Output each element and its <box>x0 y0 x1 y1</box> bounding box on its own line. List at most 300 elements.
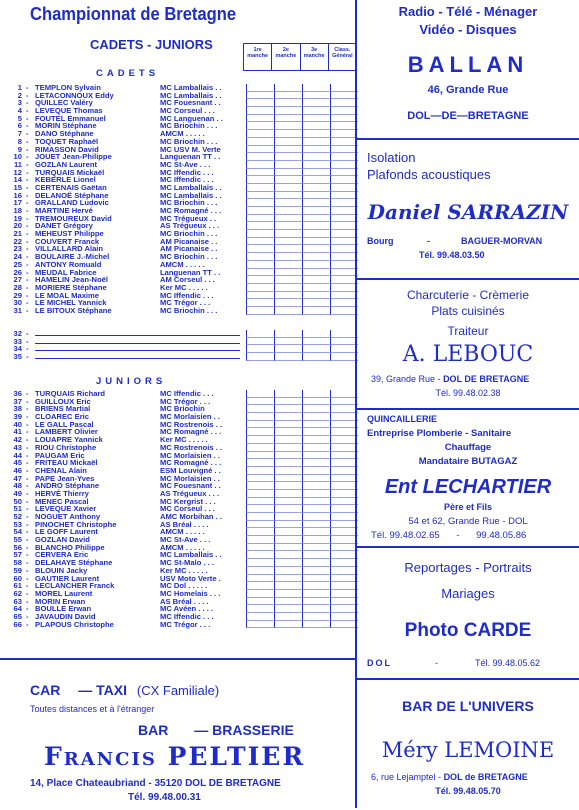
rider-club: MC Fouesnant . . <box>160 98 221 108</box>
rider-club: MC USV M. Verte <box>160 144 221 154</box>
rider-row: 28 - MORIERE Stéphane Ker MC . . . . . <box>6 284 356 292</box>
rider-row: 40 - LE GALL Pascal MC Rostrenois . . <box>6 421 356 429</box>
col-manche-1: 1re manche <box>247 47 269 59</box>
rider-number: 31 <box>13 305 22 315</box>
rider-number: 61 <box>13 581 22 591</box>
ad-bar: BAR <box>138 722 169 738</box>
score-cells <box>246 544 358 552</box>
score-cells <box>246 184 358 192</box>
rider-row: 20 - DANET Grégory AS Trégueux . . . <box>6 222 356 230</box>
rider-row: 22 - COUVERT Franck AM Picanaise . . <box>6 238 356 246</box>
lechartier-line3: Chauffage <box>444 442 492 453</box>
rider-club: MC Briochin <box>160 404 205 414</box>
rider-number: 21 <box>13 229 22 239</box>
rider-name: MEUDAL Fabrice <box>35 267 97 277</box>
score-cells <box>246 567 358 575</box>
blank-line <box>35 335 240 336</box>
rider-row: 2 - LETACONNOUX Eddy MC Lamballais . . <box>6 92 356 100</box>
rider-name: LE GALL Pascal <box>35 419 94 429</box>
score-cells <box>246 345 358 353</box>
rider-number: 53 <box>13 519 22 529</box>
rider-row: 50 - MENEC Pascal MC Kergrist . . . <box>6 498 356 506</box>
rider-club: AMCM . . . . . <box>160 129 205 139</box>
score-cells <box>246 238 358 246</box>
rider-club: MC Kergrist . . . <box>160 496 216 506</box>
rider-number: 20 <box>13 221 22 231</box>
carde-line1: Reportages - Portraits <box>404 560 532 575</box>
rider-row: 64 - BOULLE Erwan MC Avéen . . . . <box>6 605 356 613</box>
rider-club: MC Lamballais . . <box>160 550 222 560</box>
rider-name: VILLALLARD Alain <box>35 244 104 254</box>
rider-row: 55 - GOZLAN David MC St-Ave . . . <box>6 536 356 544</box>
rider-club: MC Briochin . . . <box>160 121 218 131</box>
ad-name-peltier: Francis PELTIER <box>44 742 306 771</box>
rider-number: 51 <box>13 504 22 514</box>
page-subtitle: CADETS - JUNIORS <box>90 37 213 52</box>
rider-row: 56 - BLANCHO Philippe AMCM . . . . . <box>6 544 356 552</box>
rider-row: 33 - <box>6 338 356 346</box>
ad-tel: Tél. 99.48.00.31 <box>128 792 201 803</box>
score-cells <box>246 130 358 138</box>
rider-club: AS Bréal . . . . <box>160 519 209 529</box>
rider-row: 21 - MEHEUST Philippe MC Briochin . . . <box>6 230 356 238</box>
rider-row: 8 - TOQUET Raphaël MC Briochin . . . <box>6 138 356 146</box>
sarrazin-tel: Tél. 99.48.03.50 <box>419 250 485 260</box>
rider-club: MC Corseul . . . <box>160 106 215 116</box>
rider-row: 30 - LE MICHEL Yannick MC Trégor . . . <box>6 299 356 307</box>
rider-name: TURQUAIS Richard <box>35 389 106 398</box>
results-header <box>243 43 357 71</box>
rider-number: 6 <box>17 121 22 131</box>
ballan-name: BALLAN <box>407 52 529 77</box>
rider-club: MC Iffendic . . . <box>160 167 214 177</box>
blank-line <box>35 358 240 359</box>
lechartier-address: 54 et 62, Grande Rue - DOL <box>408 516 528 527</box>
rider-number: 15 <box>13 182 22 192</box>
rider-number: 60 <box>13 573 22 583</box>
ad-sarrazin: Isolation Plafonds acoustiques Daniel SARRAZIN Bourg - BAGUER-MORVAN Tél. 99.48.03.50 <box>357 140 579 280</box>
ad-univers <box>357 680 579 808</box>
rider-name: DELAHAYE Stéphane <box>35 558 113 568</box>
score-cells <box>246 621 358 629</box>
rider-name: BLANCHO Philippe <box>35 542 105 552</box>
rider-row: 31 - LE BITOUX Stéphane MC Briochin . . . <box>6 307 356 315</box>
rider-club: MC Morlaisien . . <box>160 473 220 483</box>
rider-number: 39 <box>13 412 22 422</box>
rider-club: AM Picanaise . . <box>160 244 218 254</box>
rider-club: MC Morlaisien . . <box>160 450 220 460</box>
rider-row: 37 - GUILLOUX Eric MC Trégor . . . <box>6 398 356 406</box>
rider-name: DELANOË Stéphane <box>35 190 109 200</box>
rider-number: 22 <box>13 236 22 246</box>
univers-name: Méry LEMOINE <box>381 738 555 762</box>
rider-row: 24 - BOULAIRE J.-Michel MC Briochin . . . <box>6 253 356 261</box>
rider-number: 26 <box>13 267 22 277</box>
rider-row: 36 - TURQUAIS Richard MC Iffendic . . . <box>6 390 356 398</box>
rider-number: 8 <box>17 136 22 146</box>
rider-club: MC St-Ave . . . <box>160 535 211 545</box>
rider-club: MC Romagné . . . <box>160 458 222 468</box>
rider-row: 6 - MORIN Stéphane MC Briochin . . . <box>6 122 356 130</box>
rider-club: Ker MC . . . . . <box>160 435 208 445</box>
rider-club: MC Trégor . . . <box>160 396 211 406</box>
sarrazin-place: BAGUER-MORVAN <box>461 236 543 246</box>
page-title: Championnat de Bretagne <box>30 4 237 24</box>
lebouc-address: 39, Grande Rue - <box>371 374 441 384</box>
lebouc-city: DOL DE BRETAGNE <box>443 374 530 384</box>
rider-row: 10 - JOUET Jean-Philippe Languenan TT . . <box>6 153 356 161</box>
rider-name: BOULAIRE J.-Michel <box>35 252 110 262</box>
rider-club: MC Homelais . . . <box>160 588 221 598</box>
lechartier-sub: Père et Fils <box>443 502 493 512</box>
rider-row: 54 - LE GOFF Laurent AMCM . . . . . <box>6 528 356 536</box>
rider-row: 14 - KEBERLE Lionel MC Iffendic . . . <box>6 176 356 184</box>
rider-name: MORIN Erwan <box>35 596 86 606</box>
rider-club: MC Romagné . . . <box>160 206 222 215</box>
ad-distances: Toutes distances et à l'étranger <box>30 704 155 714</box>
score-cells <box>246 138 358 146</box>
rider-number: 47 <box>13 473 22 483</box>
ballan-address: 46, Grande Rue <box>427 84 509 96</box>
score-cells <box>246 398 358 406</box>
score-cells <box>246 330 358 338</box>
rider-row: 32 - <box>6 330 356 338</box>
rider-number: 46 <box>13 465 22 475</box>
rider-number: 65 <box>13 611 22 621</box>
rider-number: 33 <box>13 336 22 346</box>
cadets-blank-list <box>6 330 356 361</box>
score-cells <box>246 192 358 200</box>
rider-number: 42 <box>13 435 22 445</box>
rider-name: NOGUET Anthony <box>35 512 101 521</box>
rider-row: 65 - JAVAUDIN David MC Iffendic . . . <box>6 613 356 621</box>
lechartier-line1: QUINCAILLERIE <box>367 414 438 424</box>
rider-row: 39 - CLOAREC Eric MC Morlaisien . . <box>6 413 356 421</box>
score-cells <box>246 92 358 100</box>
rider-name: TREMOUREUX David <box>35 213 112 223</box>
sarrazin-bourg: Bourg <box>367 236 394 246</box>
score-cells <box>246 215 358 223</box>
carde-line2: Mariages <box>441 586 495 601</box>
lechartier-tel1: Tél. 99.48.02.65 <box>371 530 440 541</box>
rider-number: 35 <box>13 352 22 362</box>
rider-name: MORIN Stéphane <box>35 121 97 131</box>
score-cells <box>246 207 358 215</box>
rider-row: 4 - LEVEQUE Thomas MC Corseul . . . <box>6 107 356 115</box>
rider-club: MC Briochin . . . <box>160 229 218 239</box>
rider-row: 62 - MOREL Laurent MC Homelais . . . <box>6 590 356 598</box>
rider-name: LEVEQUE Xavier <box>35 504 97 514</box>
col-classement: Class. Général <box>328 44 356 70</box>
rider-number: 64 <box>13 604 22 614</box>
rider-number: 25 <box>13 259 22 269</box>
univers-city: DOL de BRETAGNE <box>443 772 528 782</box>
score-cells <box>246 176 358 184</box>
rider-number: 45 <box>13 458 22 468</box>
rider-name: PAUGAM Eric <box>35 450 85 460</box>
rider-number: 19 <box>13 213 22 223</box>
carde-city: DOL <box>367 658 392 668</box>
rider-club: MC Lamballais . . <box>160 182 222 192</box>
carde-name: Photo CARDE <box>404 620 532 641</box>
rider-name: HERVÉ Thierry <box>35 488 89 498</box>
lebouc-line1: Charcuterie - Crèmerie <box>406 288 530 302</box>
score-cells <box>246 559 358 567</box>
rider-name: LOUAPRE Yannick <box>35 435 103 445</box>
rider-club: AM Corseul . . . <box>160 275 215 285</box>
score-cells <box>246 353 358 361</box>
rider-number: 5 <box>17 113 22 123</box>
rider-number: 59 <box>13 565 22 575</box>
rider-number: 38 <box>13 404 22 414</box>
cadets-heading: CADETS <box>96 68 160 79</box>
score-cells <box>246 169 358 177</box>
score-cells <box>246 107 358 115</box>
rider-number: 30 <box>13 298 22 308</box>
ad-carde: Reportages - Portraits Mariages Photo CARDE DOL - Tél. 99.48.05.62 <box>357 548 579 680</box>
rider-row: 18 - MARTINE Hervé MC Romagné . . . <box>6 207 356 215</box>
rider-number: 41 <box>13 427 22 437</box>
rider-club: MC Corseul . . . <box>160 504 215 514</box>
rider-club: AMCM . . . . . <box>160 259 205 269</box>
rider-name: MENEC Pascal <box>35 496 89 506</box>
rider-club: MC Dol . . . . . <box>160 581 208 591</box>
score-cells <box>246 122 358 130</box>
rider-name: JAVAUDIN David <box>35 611 96 621</box>
rider-number: 43 <box>13 442 22 452</box>
rider-number: 54 <box>13 527 22 537</box>
ballan-line1: Radio - Télé - Ménager <box>398 4 538 19</box>
rider-number: 18 <box>13 206 22 215</box>
rider-name: MEHEUST Philippe <box>35 229 104 239</box>
score-cells <box>246 292 358 300</box>
rider-number: 37 <box>13 396 22 406</box>
score-cells <box>246 115 358 123</box>
score-cells <box>246 405 358 413</box>
rider-row: 60 - GAUTIER Laurent USV Moto Verte . <box>6 575 356 583</box>
score-cells <box>246 521 358 529</box>
score-cells <box>246 276 358 284</box>
rider-row: 34 - <box>6 345 356 353</box>
score-cells <box>246 444 358 452</box>
rider-number: 3 <box>17 98 22 108</box>
lechartier-line2: Entreprise Plomberie - Sanitaire <box>367 428 512 439</box>
rider-name: GRALLAND Ludovic <box>35 198 109 208</box>
rider-row: 11 - GOZLAN Laurent MC St-Ave . . . <box>6 161 356 169</box>
rider-number: 11 <box>13 159 22 169</box>
rider-club: AS Trégueux . . . <box>160 488 220 498</box>
rider-club: MC Fouesnant . . <box>160 481 221 491</box>
score-cells <box>246 230 358 238</box>
rider-name: LEVEQUE Thomas <box>35 106 103 116</box>
rider-name: ANTONY Romuald <box>35 259 102 269</box>
score-cells <box>246 452 358 460</box>
rider-number: 44 <box>13 450 22 460</box>
rider-name: BLOUIN Jacky <box>35 565 88 575</box>
score-cells <box>246 513 358 521</box>
rider-club: AMCM . . . . . <box>160 527 205 537</box>
rider-club: MC Avéen . . . . <box>160 604 214 614</box>
blank-line <box>35 343 240 344</box>
rider-name: QUILLEC Valéry <box>35 98 93 108</box>
rider-row: 26 - MEUDAL Fabrice Languenan TT . . <box>6 269 356 277</box>
rider-number: 28 <box>13 282 22 292</box>
rider-club: MC Iffendic . . . <box>160 290 214 300</box>
score-cells <box>246 261 358 269</box>
rider-number: 57 <box>13 550 22 560</box>
rider-number: 66 <box>13 619 22 629</box>
lechartier-line4: Mandataire BUTAGAZ <box>418 456 518 467</box>
rider-number: 50 <box>13 496 22 506</box>
score-cells <box>246 528 358 536</box>
rider-club: MC Trégor . . . <box>160 619 211 629</box>
rider-club: MC Trégueux . . <box>160 213 217 223</box>
rider-number: 1 <box>17 83 22 92</box>
rider-name: TOQUET Raphaël <box>35 136 99 146</box>
score-cells <box>246 146 358 154</box>
rider-name: LE MICHEL Yannick <box>35 298 107 308</box>
rider-row: 41 - LAMBERT Olivier MC Romagné . . . <box>6 428 356 436</box>
rider-club: MC Rostrenois . . <box>160 419 223 429</box>
rider-row: 25 - ANTONY Romuald AMCM . . . . . <box>6 261 356 269</box>
rider-club: AS Bréal . . . . <box>160 596 209 606</box>
rider-number: 56 <box>13 542 22 552</box>
rider-club: MC Languenan . . <box>160 113 223 123</box>
rider-row: 7 - DANO Stéphane AMCM . . . . . <box>6 130 356 138</box>
rider-club: MC St-Ave . . . <box>160 159 211 169</box>
univers-address: 6, rue Lejamptel - <box>371 772 442 782</box>
rider-name: PAPE Jean-Yves <box>35 473 95 483</box>
rider-name: LETACONNOUX Eddy <box>35 90 114 100</box>
lechartier-tel2: 99.48.05.86 <box>476 530 527 541</box>
rider-row: 53 - PINOCHET Christophe AS Bréal . . . . <box>6 521 356 529</box>
ad-address: 14, Place Chateaubriand - 35120 DOL DE BRETAGNE <box>30 778 281 789</box>
rider-number: 32 <box>13 329 22 338</box>
lebouc-line2: Plats cuisinés <box>431 304 505 318</box>
rider-row: 43 - RIOU Christophe MC Rostrenois . . <box>6 444 356 452</box>
score-cells <box>246 199 358 207</box>
sarrazin-line2: Plafonds acoustiques <box>367 167 491 182</box>
rider-name: LE BITOUX Stéphane <box>35 305 112 315</box>
rider-club: Languenan TT . . <box>160 267 221 277</box>
rider-club: AMC Morbihan . . <box>160 512 223 521</box>
rider-name: FOUTEL Emmanuel <box>35 113 106 123</box>
rider-club: MC Morlaisien . . <box>160 412 220 422</box>
rider-number: 29 <box>13 290 22 300</box>
rider-number: 63 <box>13 596 22 606</box>
score-cells <box>246 436 358 444</box>
ad-lechartier: QUINCAILLERIE Entreprise Plomberie - Sanitaire Chauffage Mandataire BUTAGAZ Ent LECHARTIER Père et Fils 54 et 62, Grande Rue - DOL Tél. 99.48.02.65 - 99.48.05.86 <box>357 410 579 548</box>
rider-row: 1 - TEMPLON Sylvain MC Lamballais . . <box>6 84 356 92</box>
rider-name: BOULLE Erwan <box>35 604 92 614</box>
rider-row: 44 - PAUGAM Eric MC Morlaisien . . <box>6 452 356 460</box>
score-cells <box>246 245 358 253</box>
rider-row: 16 - DELANOË Stéphane MC Lamballais . . <box>6 192 356 200</box>
rider-row: 57 - CERVERA Eric MC Lamballais . . <box>6 551 356 559</box>
rider-row: 45 - FRITEAU Mickaël MC Romagné . . . <box>6 459 356 467</box>
sarrazin-line1: Isolation <box>367 150 416 165</box>
ad-brasserie: — BRASSERIE <box>194 722 294 738</box>
score-cells <box>246 482 358 490</box>
score-cells <box>246 99 358 107</box>
score-cells <box>246 428 358 436</box>
score-cells <box>246 338 358 346</box>
rider-name: MORIERE Stéphane <box>35 282 107 292</box>
score-cells <box>246 590 358 598</box>
score-cells <box>246 421 358 429</box>
rider-number: 58 <box>13 558 22 568</box>
rider-number: 17 <box>13 198 22 208</box>
score-cells <box>246 307 358 315</box>
rider-name: TEMPLON Sylvain <box>35 83 101 92</box>
rider-club: MC Lamballais . . <box>160 90 222 100</box>
rider-name: FRITEAU Mickaël <box>35 458 98 468</box>
score-cells <box>246 582 358 590</box>
score-cells <box>246 153 358 161</box>
ad-ballan <box>357 0 579 140</box>
rider-name: JOUET Jean-Philippe <box>35 152 112 162</box>
lebouc-name: A. LEBOUC <box>402 342 534 367</box>
score-cells <box>246 551 358 559</box>
rider-row: 63 - MORIN Erwan AS Bréal . . . . <box>6 598 356 606</box>
rider-club: MC Briochin . . . <box>160 136 218 146</box>
rider-club: Ker MC . . . . . <box>160 565 208 575</box>
rider-club: MC St-Malo . . . <box>160 558 214 568</box>
lechartier-name: Ent LECHARTIER <box>384 476 552 498</box>
rider-number: 36 <box>13 389 22 398</box>
juniors-list <box>6 390 356 628</box>
rider-row: 15 - CERTENAIS Gaëtan MC Lamballais . . <box>6 184 356 192</box>
col-manche-3: 3e manche <box>300 44 328 70</box>
rider-name: MARTINE Hervé <box>35 206 93 215</box>
rider-name: BRIENS Martial <box>35 404 91 414</box>
rider-club: MC Rostrenois . . <box>160 442 223 452</box>
rider-row: 12 - TURQUAIS Mickaël MC Iffendic . . . <box>6 169 356 177</box>
rider-number: 2 <box>17 90 22 100</box>
rider-row: 52 - NOGUET Anthony AMC Morbihan . . <box>6 513 356 521</box>
rider-row: 35 - <box>6 353 356 361</box>
rider-number: 55 <box>13 535 22 545</box>
rider-row: 5 - FOUTEL Emmanuel MC Languenan . . <box>6 115 356 123</box>
rider-name: GOZLAN Laurent <box>35 159 98 169</box>
score-cells <box>246 459 358 467</box>
rider-row: 42 - LOUAPRE Yannick Ker MC . . . . . <box>6 436 356 444</box>
rider-name: LECLANCHER Franck <box>35 581 115 591</box>
rider-club: MC Iffendic . . . <box>160 611 214 621</box>
rider-club: MC Trégor . . . <box>160 298 211 308</box>
rider-name: LE GOFF Laurent <box>35 527 98 537</box>
rider-number: 49 <box>13 488 22 498</box>
rider-number: 4 <box>17 106 22 116</box>
score-cells <box>246 536 358 544</box>
score-cells <box>246 284 358 292</box>
rider-name: HAMELIN Jean-Noël <box>35 275 108 285</box>
score-cells <box>246 253 358 261</box>
score-cells <box>246 84 358 92</box>
rider-number: 7 <box>17 129 22 139</box>
rider-name: CLOAREC Eric <box>35 412 90 422</box>
rider-number: 34 <box>13 344 22 354</box>
rider-name: LAMBERT Olivier <box>35 427 98 437</box>
cadets-list <box>6 84 356 315</box>
score-cells <box>246 490 358 498</box>
rider-club: Ker MC . . . . . <box>160 282 208 292</box>
rider-number: 52 <box>13 512 22 521</box>
rider-name: GAUTIER Laurent <box>35 573 100 583</box>
ballan-line2: Vidéo - Disques <box>419 22 517 37</box>
rider-name: GUILLOUX Eric <box>35 396 91 406</box>
rider-row: 3 - QUILLEC Valéry MC Fouesnant . . <box>6 99 356 107</box>
